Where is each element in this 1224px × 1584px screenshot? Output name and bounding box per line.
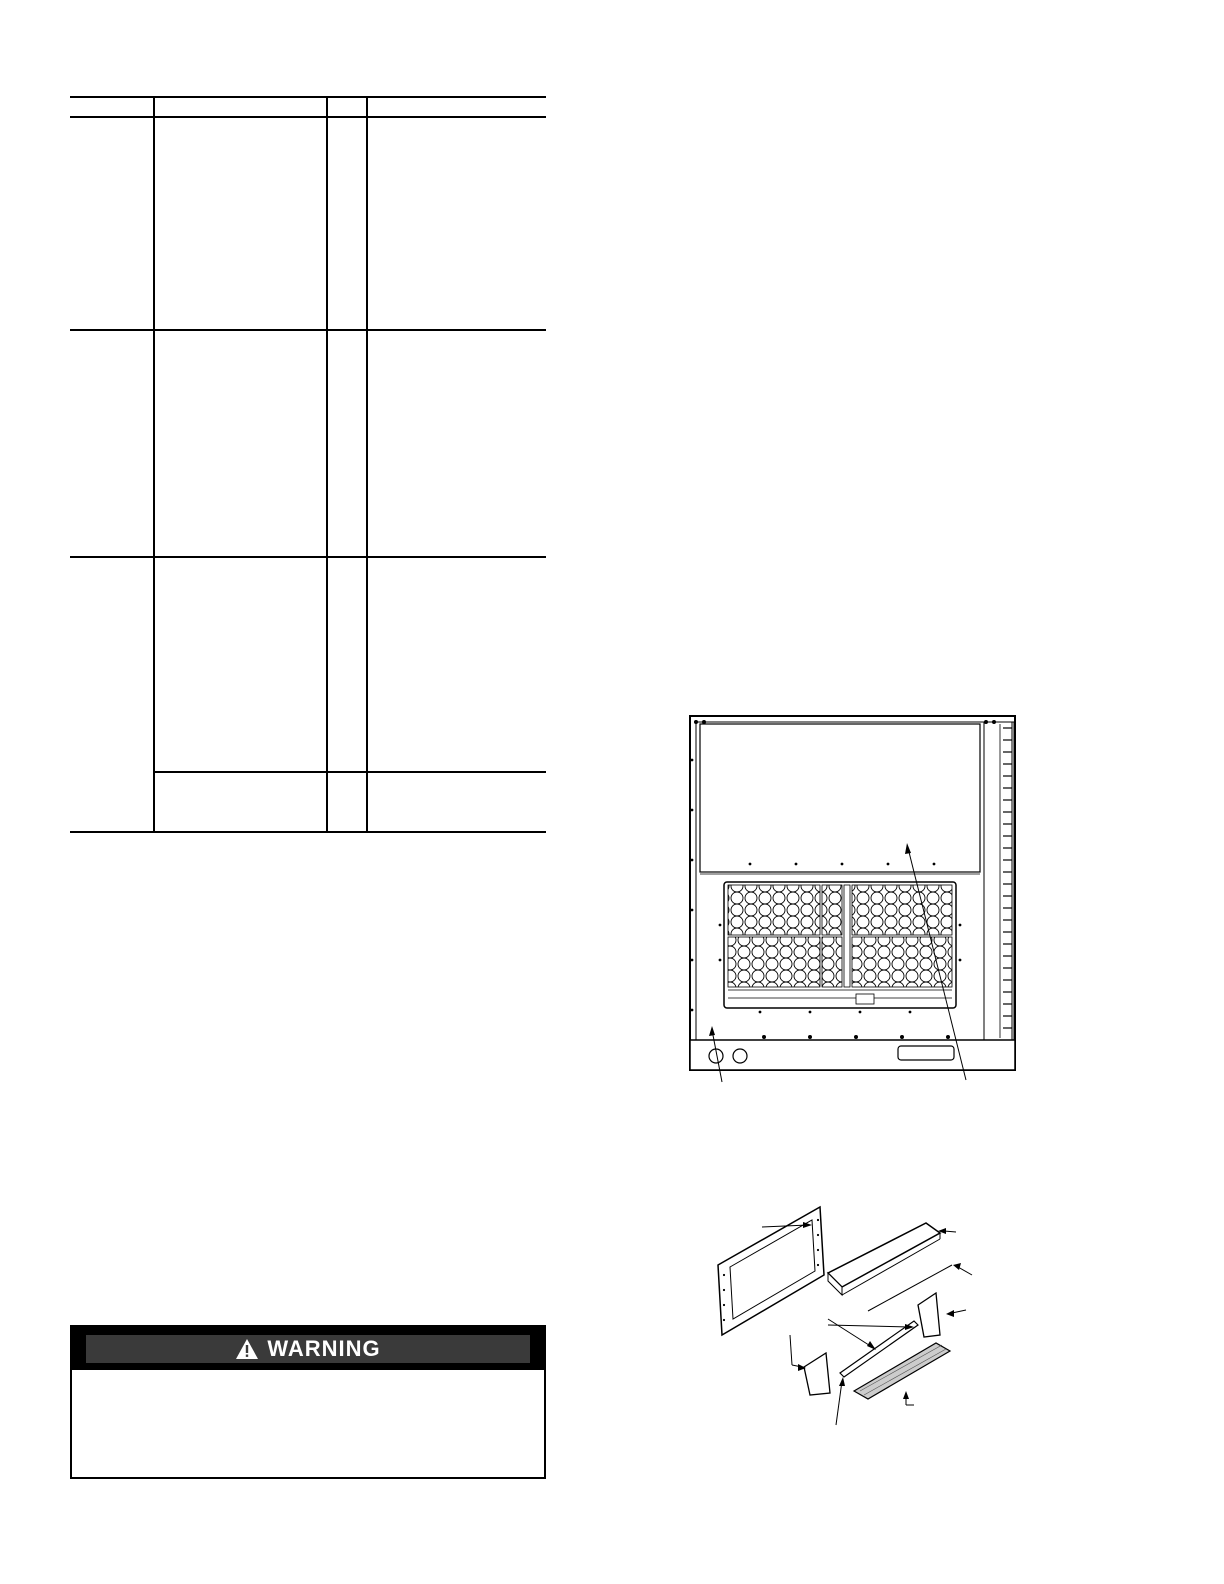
warning-title-bar xyxy=(86,1335,530,1363)
warning-header xyxy=(72,1327,544,1370)
table-row-rule xyxy=(70,556,546,558)
table-col-divider xyxy=(326,96,328,832)
table-row-rule xyxy=(70,329,546,331)
warning-box xyxy=(70,1325,546,1479)
unit-panel-figure xyxy=(660,700,1040,1090)
table-subrow-rule xyxy=(154,771,546,773)
warning-label: WARNING xyxy=(267,1336,381,1361)
table-header-rule xyxy=(70,116,546,118)
hood-parts-figure xyxy=(700,1195,1000,1445)
warning-body xyxy=(72,1370,544,1477)
table-bottom-rule xyxy=(70,831,546,833)
table-col-divider xyxy=(366,96,368,832)
table-col-divider xyxy=(153,96,155,832)
table-top-rule xyxy=(70,96,546,98)
warning-triangle-icon xyxy=(235,1338,259,1360)
